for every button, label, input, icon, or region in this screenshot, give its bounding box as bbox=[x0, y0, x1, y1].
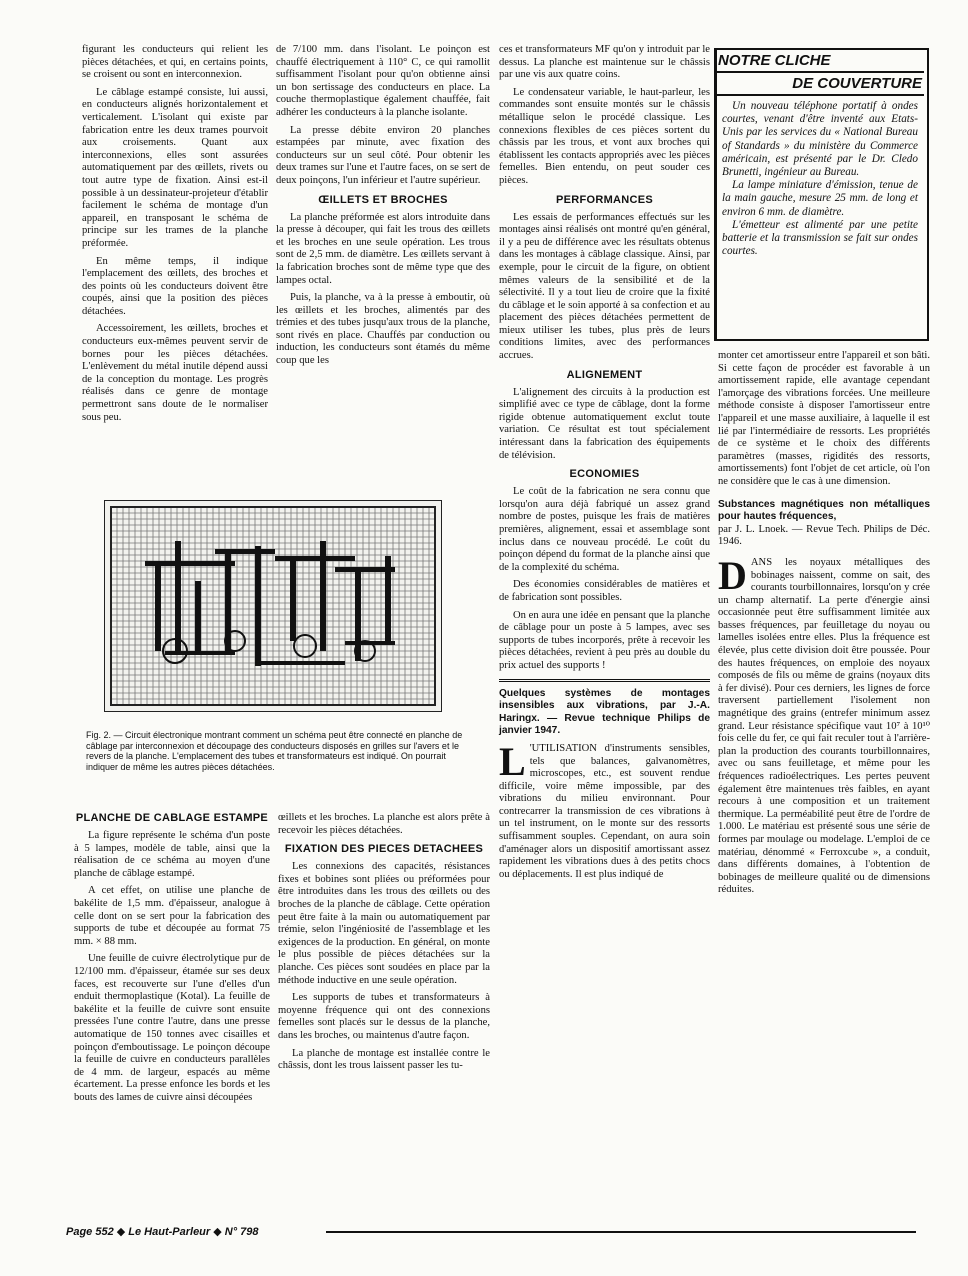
paragraph: L'alignement des circuits à la production est simplifié avec ce type de câblage, dont la forme rigide obtenue automatiquement exclut toute variation. Ce résultat est tout spécialement intéressant dans la fabrication des équipements de télévision. bbox=[499, 386, 710, 461]
article-column-2-bottom bbox=[278, 812, 490, 1078]
paragraph: L'émetteur est alimenté par une petite batterie et la transmission se fait sur ondes courtes. bbox=[722, 218, 918, 258]
drop-cap: D bbox=[718, 552, 747, 598]
footer-text: Page 552 ◆ Le Haut-Parleur ◆ N° 798 bbox=[66, 1224, 263, 1240]
paragraph: La presse débite environ 20 planches estampées par minute, avec fixation des conducteurs sur un seul côté. Pour obtenir les deux trames sur l'une et l'autre faces, on se sert de deux poinçons, l'un inférieur et l'autre supérieur. bbox=[276, 124, 490, 186]
cover-box-text bbox=[722, 100, 918, 258]
paragraph-text: 'UTILISATION d'instruments sensibles, tels que balances, galvanomètres, microscopes, etc., est souvent rendue difficile, voire même impossible, par des vibrations du milieu environnant. Pour contrecarrer la transmission de ces vibrations à un tel instrument, on le monte sur des ressorts suffisamment souples. Cependant, on aura soin d'aménager alors un dispositif amortissant assez rapidement les vibrations dues à des petits chocs ou déplacements. Il est plus indiqué de bbox=[499, 742, 710, 880]
article-column-1-bottom bbox=[74, 812, 270, 1109]
paragraph: Le condensateur variable, le haut-parleur, les commandes sont ensuite montés sur le châssis métallique selon le procédé classique. Les connexions flexibles de ces pièces sortent du châssis par les trous, et vont aux broches qui établissent les contacts appropriés avec les pièces femelles. Bien entendu, on peut souder ces pièces. bbox=[499, 86, 710, 186]
drop-cap: L bbox=[499, 738, 526, 784]
reference-lnoek-source: par J. L. Lnoek. — Revue Tech. Philips de Déc. 1946. bbox=[718, 523, 930, 548]
circuit-grid-image bbox=[105, 501, 441, 711]
paragraph: La lampe miniature d'émission, tenue de la main gauche, mesure 25 mm. de long et environ 6 mm. de diamètre. bbox=[722, 179, 918, 218]
paragraph: œillets et les broches. La planche est alors prête à recevoir les pièces détachées. bbox=[278, 812, 490, 836]
paragraph bbox=[499, 738, 710, 882]
article-column-2 bbox=[276, 44, 490, 373]
paragraph: En même temps, il indique l'emplacement des œillets, des broches et des points où les conducteurs doivent être coupés, ainsi que la position des pièces détachées. bbox=[82, 255, 268, 317]
figure-caption: Fig. 2. — Circuit électronique montrant comment un schéma peut être connecté en planche de câblage par interconnexion et découpage des conducteurs disposés en grilles sur l'avers et le revers de la planche. L'emplacement des tubes et transformateurs est indiqué. On pourrait indiquer de même les autres pièces détachées. bbox=[86, 730, 463, 772]
paragraph: A cet effet, on utilise une planche de bakélite de 1,5 mm. d'épaisseur, analogue à celle dont on se sert pour la fabrication des supports de tube et découpée au format 75 mm. × 88 mm. bbox=[74, 885, 270, 947]
section-heading-fixation: FIXATION DES PIECES DETACHEES bbox=[284, 843, 484, 856]
page-footer bbox=[66, 1224, 916, 1240]
paragraph: Les connexions des capacités, résistances fixes et bobines sont pliées ou préformées pour être introduites dans les trous des œillets ou des broches de la planche de câblage. Cette opération peut être faite à la main ou automatiquement par trémie, selon l'ingéniosité de l'assemblage et les exigences de la production. En général, on monte le plus possible de pièces détachées sur la planche. Ces pièces sont soudées en place par la méthode inductive en une seule opération. bbox=[278, 861, 490, 986]
paragraph: figurant les conducteurs qui relient les pièces détachées, et qui, en certains points, se croisent ou sont en interconnexion. bbox=[82, 44, 268, 81]
article-column-4 bbox=[718, 350, 930, 902]
paragraph: Une feuille de cuivre électrolytique pur de 12/100 mm. d'épaisseur, étamée sur ses deux faces, est recouverte sur l'une d'elles d'un enduit thermoplastique (Kotal). La feuille de bakélite et la feuille de cuivre sont ensuite pressées l'une contre l'autre, dans une presse automatique de 150 tonnes avec cisailles et poinçon d'emboutissage. Le poinçon découpe la feuille de cuivre en conducteurs parallèles de 4 mm. de largeur, espacés au même écartement. La presse enfonce les bords et les bouts des lames de cuivre ainsi découpées bbox=[74, 953, 270, 1103]
cover-box-title bbox=[716, 50, 924, 96]
paragraph: On en aura une idée en pensant que la planche de câblage pour un poste à 5 lampes, avec ses supports de tubes incorporés, prête à recevoir les pièces détachées, revient à peu près au double du prix actuel des supports ! bbox=[499, 609, 710, 671]
cover-title-line-2: DE COUVERTURE bbox=[716, 73, 924, 96]
paragraph: Des économies considérables de matières et de fabrication sont possibles. bbox=[499, 579, 710, 603]
paragraph: Le coût de la fabrication ne sera connu que lorsqu'on aura déjà fabriqué un assez grand nombre de postes, puisque les frais de matières premières, alignement, essai et assemblage sont inclus dans ce nouveau procédé. Le coût du poinçon dépend du format de la planche ainsi que de la complexité du schéma. bbox=[499, 486, 710, 573]
section-heading-economies: ECONOMIES bbox=[569, 468, 640, 481]
paragraph: La planche préformée est alors introduite dans la presse à découper, qui fait les trous des œillets et les broches en une seule opération. Les trous sont de 2,5 mm. de diamètre. Les œillets servant à la fabrication broches sont de même type que des lampes octal. bbox=[276, 211, 490, 286]
paragraph: La figure représente le schéma d'un poste à 5 lampes, modèle de table, ainsi que la réalisation de ce schéma au moyen d'une planche de câblage estampé. bbox=[74, 830, 270, 879]
reference-lnoek-title: Substances magnétiques non métalliques pour hautes fréquences, bbox=[718, 498, 930, 523]
article-column-1 bbox=[82, 44, 268, 429]
section-heading-planche: PLANCHE DE CABLAGE ESTAMPE bbox=[75, 812, 269, 824]
paragraph: Un nouveau téléphone portatif à ondes courtes, venant d'être inventé aux Etats-Unis par les services du « National Bureau of Standards » du ministère du Commerce américain, est présenté par le Dr. Cledo Brunetti, ingénieur au Bureau. bbox=[722, 100, 918, 179]
paragraph: Le câblage estampé consiste, lui aussi, en conducteurs alignés horizontalement et verticalement. L'isolant qui existe par fabrication entre les deux trames pourvoit aux croisements. Quant aux interconnexions, elles sont assurées automatiquement par des œillets, rivets ou tout autre type de fixation. Ainsi est-il possible à un dessinateur-projeteur d'établir facilement le schéma de montage d'un appareil, en transposant le schéma de principe sur les trames de la planche préformée. bbox=[82, 86, 268, 249]
paragraph: de 7/100 mm. dans l'isolant. Le poinçon est chauffé électriquement à 110° C, ce qui ramollit suffisamment l'isolant pour qu'on obtienne ainsi un bon sertissage des conducteurs en place. La couche thermoplastique également chauffée, fait adhérer les conducteurs à la planche isolante. bbox=[276, 44, 490, 118]
paragraph bbox=[718, 552, 930, 897]
paragraph-text: ANS les noyaux métalliques des bobinages naissent, comme on sait, des courants tourbillonnaires, lorsqu'on y crée un champ alternatif. La perte d'énergie ainsi occasionnée peut être suffisamment limitée aux basses fréquences, par feuilletage du noyau ou lamelles isolées entre elles. Plus la fréquence est élevée, plus cette division doit être poussée. Pour des hautes fréquences, on emploie des noyaux composés de fils ou même de grains (noyaux dits à fer divisé). Pour ces derniers, les lignes de force traversent partiellement l'isolement non magnétique des grains (entrefer minimum assez grand. Leur résistance spécifique vaut 10⁷ à 10¹⁰ fois celle du fer, ce qui fait reculer tout à l'arrière-plan la production des courants tourbillonnaires, avec ou sans feuilletage, et même pour les fréquences radioélectriques. Les pertes peuvent également être maintenues très faibles, en ayant recours à une composition et un traitement thermique. La perméabilité peut être de l'ordre de 1.000. Le matériau est présenté sous une série de formes par moulage ou modelage. L'emploi de ce matériau, dénommé « Ferroxcube », a conduit, dans différents domaines, à l'obtention de bobinages de meilleure qualité ou de dimensions réduites. bbox=[718, 556, 930, 896]
paragraph: ces et transformateurs MF qu'on y introduit par le dessus. La planche est maintenue sur le châssis par une vis aux quatre coins. bbox=[499, 44, 710, 81]
divider bbox=[499, 679, 710, 682]
section-heading-oeillets: ŒILLETS ET BROCHES bbox=[318, 193, 448, 206]
footer-rule bbox=[326, 1231, 916, 1233]
section-heading-performances: PERFORMANCES bbox=[555, 193, 654, 206]
section-heading-alignement: ALIGNEMENT bbox=[566, 368, 643, 381]
cover-title-line-1: NOTRE CLICHE bbox=[716, 50, 924, 73]
reference-haringx: Quelques systèmes de montages insensibles aux vibrations, par J.-A. Haringx. — Revue technique Philips de janvier 1947. bbox=[499, 687, 710, 737]
article-column-3 bbox=[499, 44, 710, 886]
figure-circuit-grid bbox=[104, 500, 442, 712]
paragraph: monter cet amortisseur entre l'appareil et son bâti. Si cette façon de procéder est favorable à un amortissement rapide, elle avantage cependant l'amorçage des vibrations forcées. Une meilleure méthode consiste à disposer l'amortisseur entre l'appareil et une masse auxiliaire, à laquelle il est lié par l'intermédiaire de ressorts. Les propriétés de ce système et le choix des différents paramètres (masses, rigidités des ressorts, amortissements) font l'objet de cet article, où l'on ne considère que le cas à une dimension. bbox=[718, 350, 930, 487]
paragraph: Puis, la planche, va à la presse à emboutir, où les œillets et les broches, alimentés par des trémies et des tubes jusqu'aux trous de la planche, sont rivés en place. Chauffés par conduction ou induction, les conducteurs sont étamés du même coup que les bbox=[276, 292, 490, 367]
paragraph: Accessoirement, les œillets, broches et conducteurs eux-mêmes peuvent servir de bornes pour les pièces détachées. L'enlèvement du métal inutile dépend aussi de la conception du montage. Les progrès réalisés dans ce genre de montage permettront sans doute de le normaliser sous peu. bbox=[82, 323, 268, 423]
paragraph: La planche de montage est installée contre le châssis, dont les trous laissent passer les tu- bbox=[278, 1047, 490, 1072]
paragraph: Les supports de tubes et transformateurs à moyenne fréquence qui ont des connexions femelles sont placés sur le dessus de la planche, dans les broches, ou maintenus d'autre façon. bbox=[278, 992, 490, 1041]
paragraph: Les essais de performances effectués sur les montages ainsi réalisés ont montré qu'en général, il y a peu de différence avec les résultats obtenus dans les montages à câblage classique. Ainsi, par exemple, pour le circuit de la figure, on obtient mêmes valeurs de la sensibilité et de la sélectivité. Il y a tout lieu de croire que la fixité du câblage et le soin apporté à sa confection et au placement des pièces détachées permettent de mieux utiliser les tubes, plus près de leurs conditions limites, avec des performances accrues. bbox=[499, 211, 710, 362]
